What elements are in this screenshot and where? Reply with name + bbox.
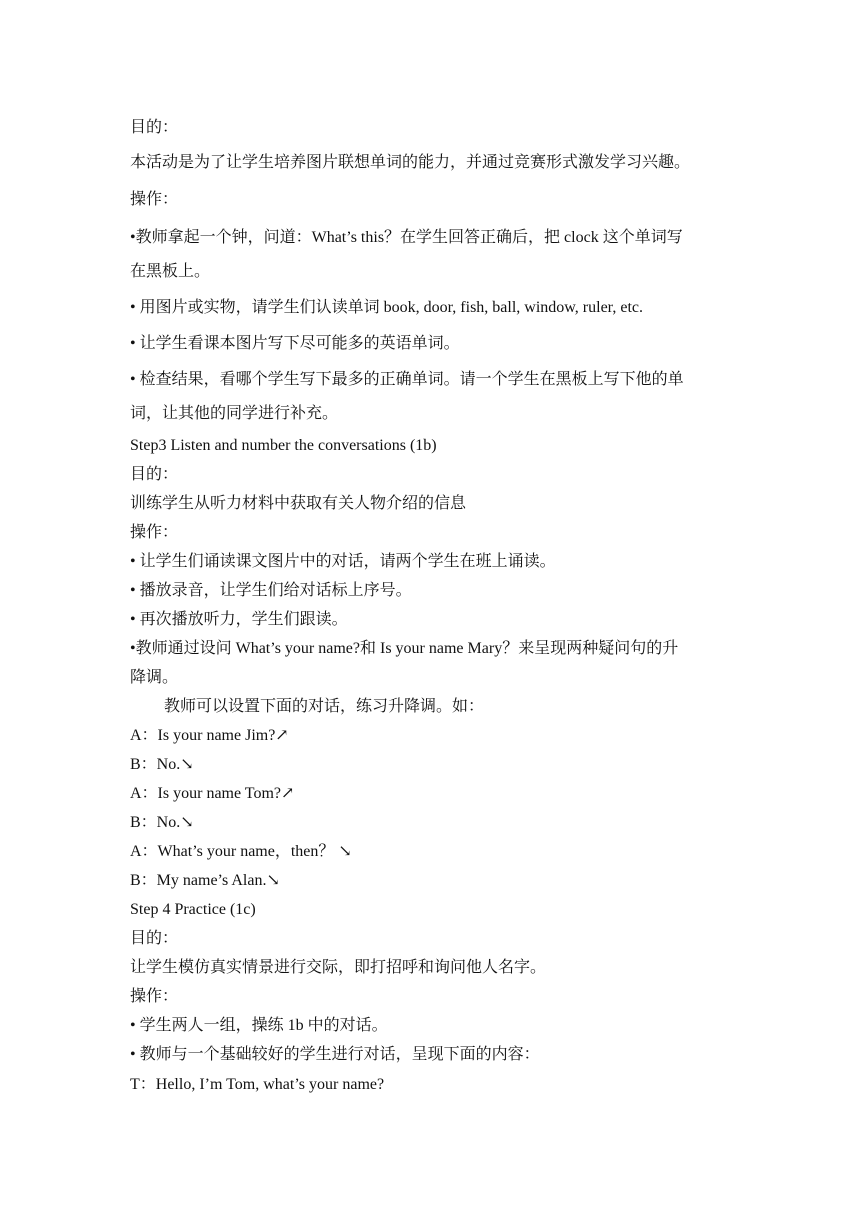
section-heading-step3: Step3 Listen and number the conversations (1b) [130,437,437,454]
dialogue-line: T：Hello, I’m Tom, what’s your name? [130,1076,385,1093]
heading-operation: 操作： [130,524,179,541]
bullet-item: • 教师与一个基础较好的学生进行对话，呈现下面的内容： [130,1046,540,1063]
paragraph-text: 教师可以设置下面的对话，练习升降调。如： [164,698,485,715]
dialogue-line: A：Is your name Jim?↗ [130,727,289,744]
heading-purpose: 目的： [130,930,179,947]
bullet-item-continuation: 词，让其他的同学进行补充。 [130,405,339,422]
bullet-item: • 播放录音，让学生们给对话标上序号。 [130,582,412,599]
bullet-item: •教师通过设问 What’s your name?和 Is your name Mary？来呈现两种疑问句的升 [130,640,679,657]
bullet-item: • 用图片或实物，请学生们认读单词 book, door, fish, ball, window, ruler, etc. [130,299,644,316]
bullet-item-continuation: 在黑板上。 [130,263,211,280]
dialogue-line: B：My name’s Alan.↘ [130,872,280,889]
bullet-item: • 学生两人一组，操练 1b 中的对话。 [130,1017,388,1034]
bullet-item: • 让学生看课本图片写下尽可能多的英语单词。 [130,335,460,352]
heading-operation: 操作： [130,988,179,1005]
heading-operation: 操作： [130,191,179,208]
paragraph-text: 让学生模仿真实情景进行交际，即打招呼和询问他人名字。 [130,959,547,976]
bullet-item: • 再次播放听力，学生们跟读。 [130,611,348,628]
heading-purpose: 目的： [130,466,179,483]
paragraph-text: 训练学生从听力材料中获取有关人物介绍的信息 [130,495,467,512]
dialogue-line: B：No.↘ [130,756,194,773]
heading-purpose: 目的： [130,119,179,136]
bullet-item: • 让学生们诵读课文图片中的对话，请两个学生在班上诵读。 [130,553,556,570]
dialogue-line: B：No.↘ [130,814,194,831]
dialogue-line: A：Is your name Tom?↗ [130,785,295,802]
section-heading-step4: Step 4 Practice (1c) [130,901,256,918]
paragraph-text: 本活动是为了让学生培养图片联想单词的能力，并通过竞赛形式激发学习兴趣。 [130,154,691,171]
bullet-item-continuation: 降调。 [130,669,179,686]
bullet-item: •教师拿起一个钟，问道：What’s this？在学生回答正确后，把 clock 这个单词写 [130,229,683,246]
dialogue-line: A：What’s your name，then？ ↘ [130,843,352,860]
bullet-item: • 检查结果，看哪个学生写下最多的正确单词。请一个学生在黑板上写下他的单 [130,371,684,388]
